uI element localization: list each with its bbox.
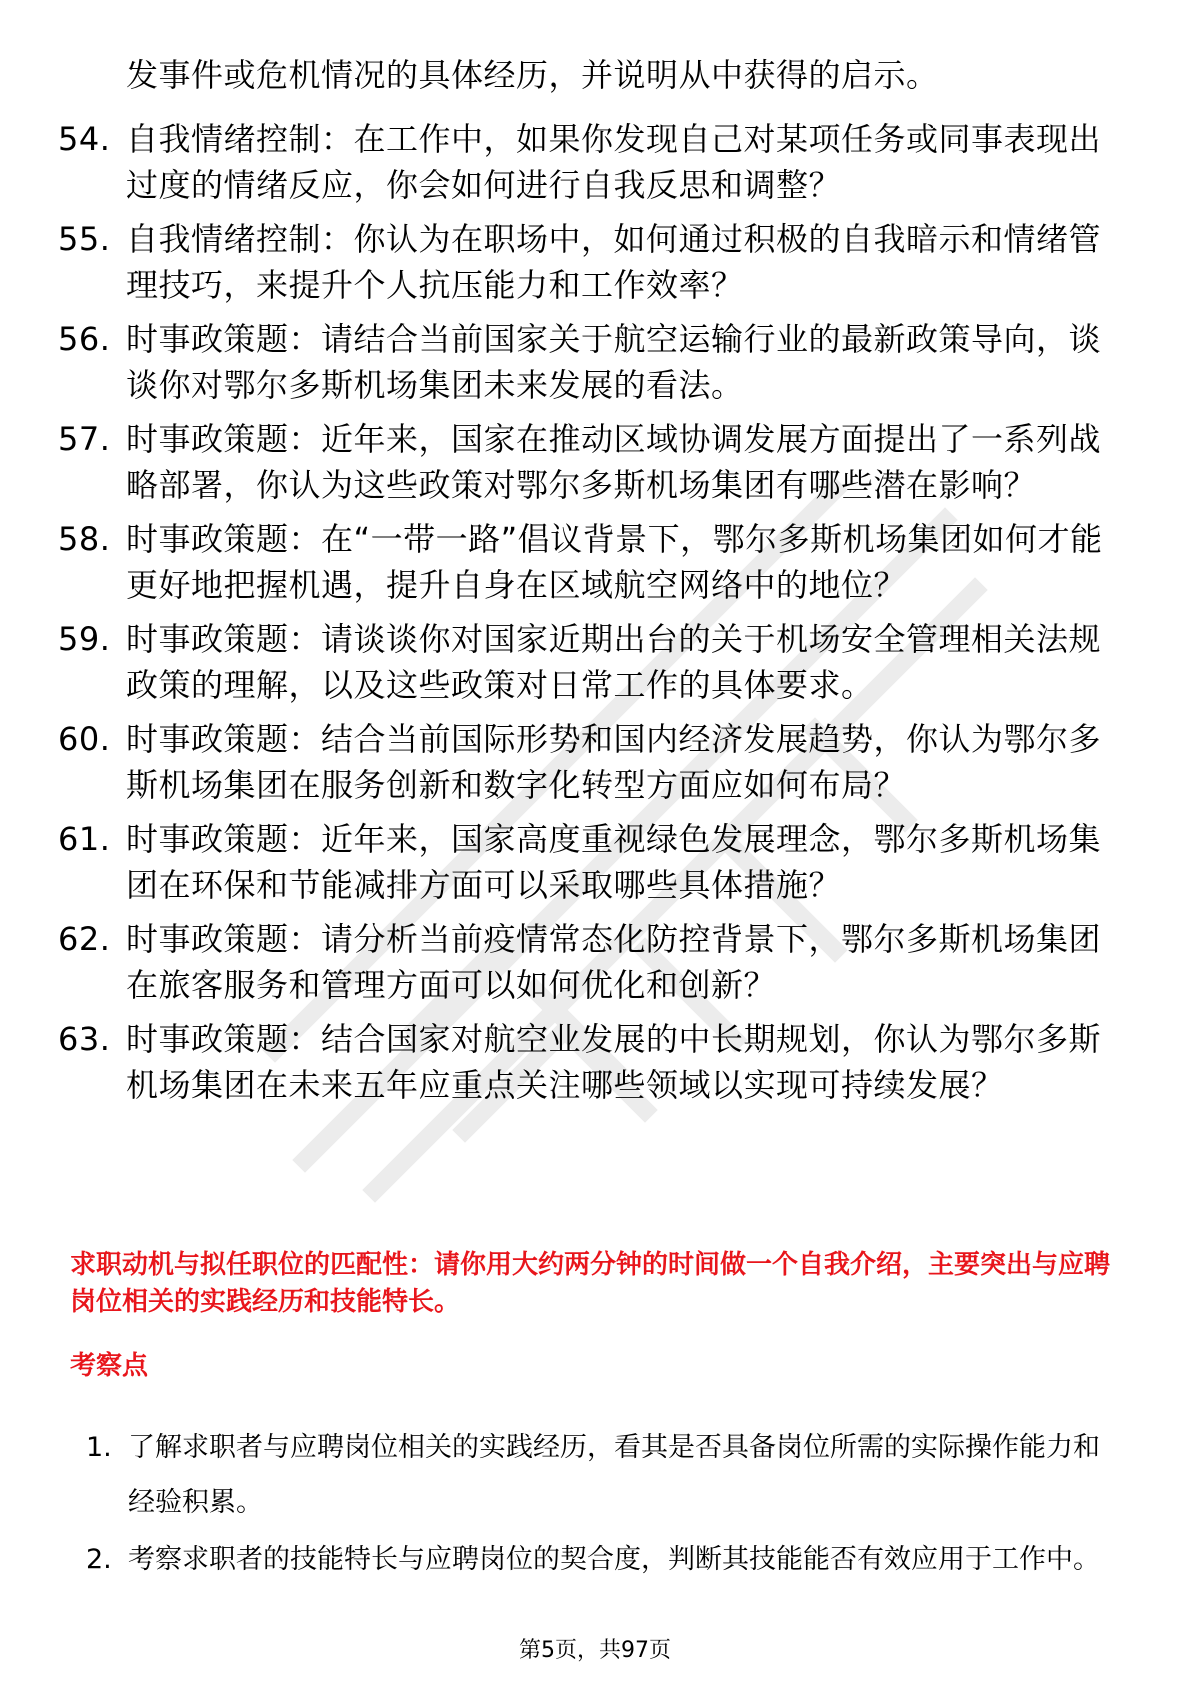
question-text: 时事政策题：结合国家对航空业发展的中长期规划，你认为鄂尔多斯机场集团在未来五年应重点关注哪些领域以实现可持续发展？ (126, 1020, 1102, 1104)
question-list (58, 116, 1118, 1116)
question-number: 56. (58, 320, 111, 358)
question-item (58, 116, 1118, 208)
question-number: 57. (58, 420, 111, 458)
question-item (58, 316, 1118, 408)
question-item (58, 216, 1118, 308)
point-number: 2. (86, 1544, 112, 1575)
point-text: 了解求职者与应聘岗位相关的实践经历，看其是否具备岗位所需的实际操作能力和经验积累。 (128, 1432, 1100, 1518)
question-number: 61. (58, 820, 111, 858)
question-item (58, 916, 1118, 1008)
section-heading: 考察点 (70, 1351, 149, 1381)
question-item (58, 416, 1118, 508)
point-text: 考察求职者的技能特长与应聘岗位的契合度，判断其技能能否有效应用于工作中。 (128, 1544, 1100, 1575)
question-text: 自我情绪控制：在工作中，如果你发现自己对某项任务或同事表现出过度的情绪反应，你会如何进行自我反思和调整？ (126, 120, 1102, 204)
question-number: 58. (58, 520, 111, 558)
question-text: 时事政策题：近年来，国家高度重视绿色发展理念，鄂尔多斯机场集团在环保和节能减排方面可以采取哪些具体措施？ (126, 820, 1102, 904)
question-text: 时事政策题：请分析当前疫情常态化防控背景下，鄂尔多斯机场集团在旅客服务和管理方面可以如何优化和创新？ (126, 920, 1102, 1004)
question-number: 55. (58, 220, 111, 258)
question-text: 自我情绪控制：你认为在职场中，如何通过积极的自我暗示和情绪管理技巧，来提升个人抗压能力和工作效率？ (126, 220, 1102, 304)
question-number: 63. (58, 1020, 111, 1058)
question-item (58, 816, 1118, 908)
question-number: 60. (58, 720, 111, 758)
continued-question-line: 发事件或危机情况的具体经历，并说明从中获得的启示。 (126, 56, 939, 94)
question-item (58, 1016, 1118, 1108)
question-text: 时事政策题：结合当前国际形势和国内经济发展趋势，你认为鄂尔多斯机场集团在服务创新和数字化转型方面应如何布局？ (126, 720, 1102, 804)
page-footer: 第5页，共97页 (519, 1638, 671, 1663)
point-number: 1. (86, 1432, 112, 1463)
assessment-point (86, 1420, 1120, 1530)
question-number: 59. (58, 620, 111, 658)
question-number: 62. (58, 920, 111, 958)
question-text: 时事政策题：近年来，国家在推动区域协调发展方面提出了一系列战略部署，你认为这些政策对鄂尔多斯机场集团有哪些潜在影响？ (126, 420, 1102, 504)
question-item (58, 516, 1118, 608)
question-text: 时事政策题：请谈谈你对国家近期出台的关于机场安全管理相关法规政策的理解，以及这些政策对日常工作的具体要求。 (126, 620, 1102, 704)
question-text: 时事政策题：请结合当前国家关于航空运输行业的最新政策导向，谈谈你对鄂尔多斯机场集团未来发展的看法。 (126, 320, 1102, 404)
question-number: 54. (58, 120, 111, 158)
question-item (58, 716, 1118, 808)
question-text: 时事政策题：在“一带一路”倡议背景下，鄂尔多斯机场集团如何才能更好地把握机遇，提升自身在区域航空网络中的地位？ (126, 520, 1103, 604)
question-item (58, 616, 1118, 708)
assessment-point (86, 1532, 1120, 1587)
section-intro-question: 求职动机与拟任职位的匹配性：请你用大约两分钟的时间做一个自我介绍，主要突出与应聘岗位相关的实践经历和技能特长。 (70, 1250, 1111, 1317)
assessment-point-list (86, 1420, 1120, 1589)
